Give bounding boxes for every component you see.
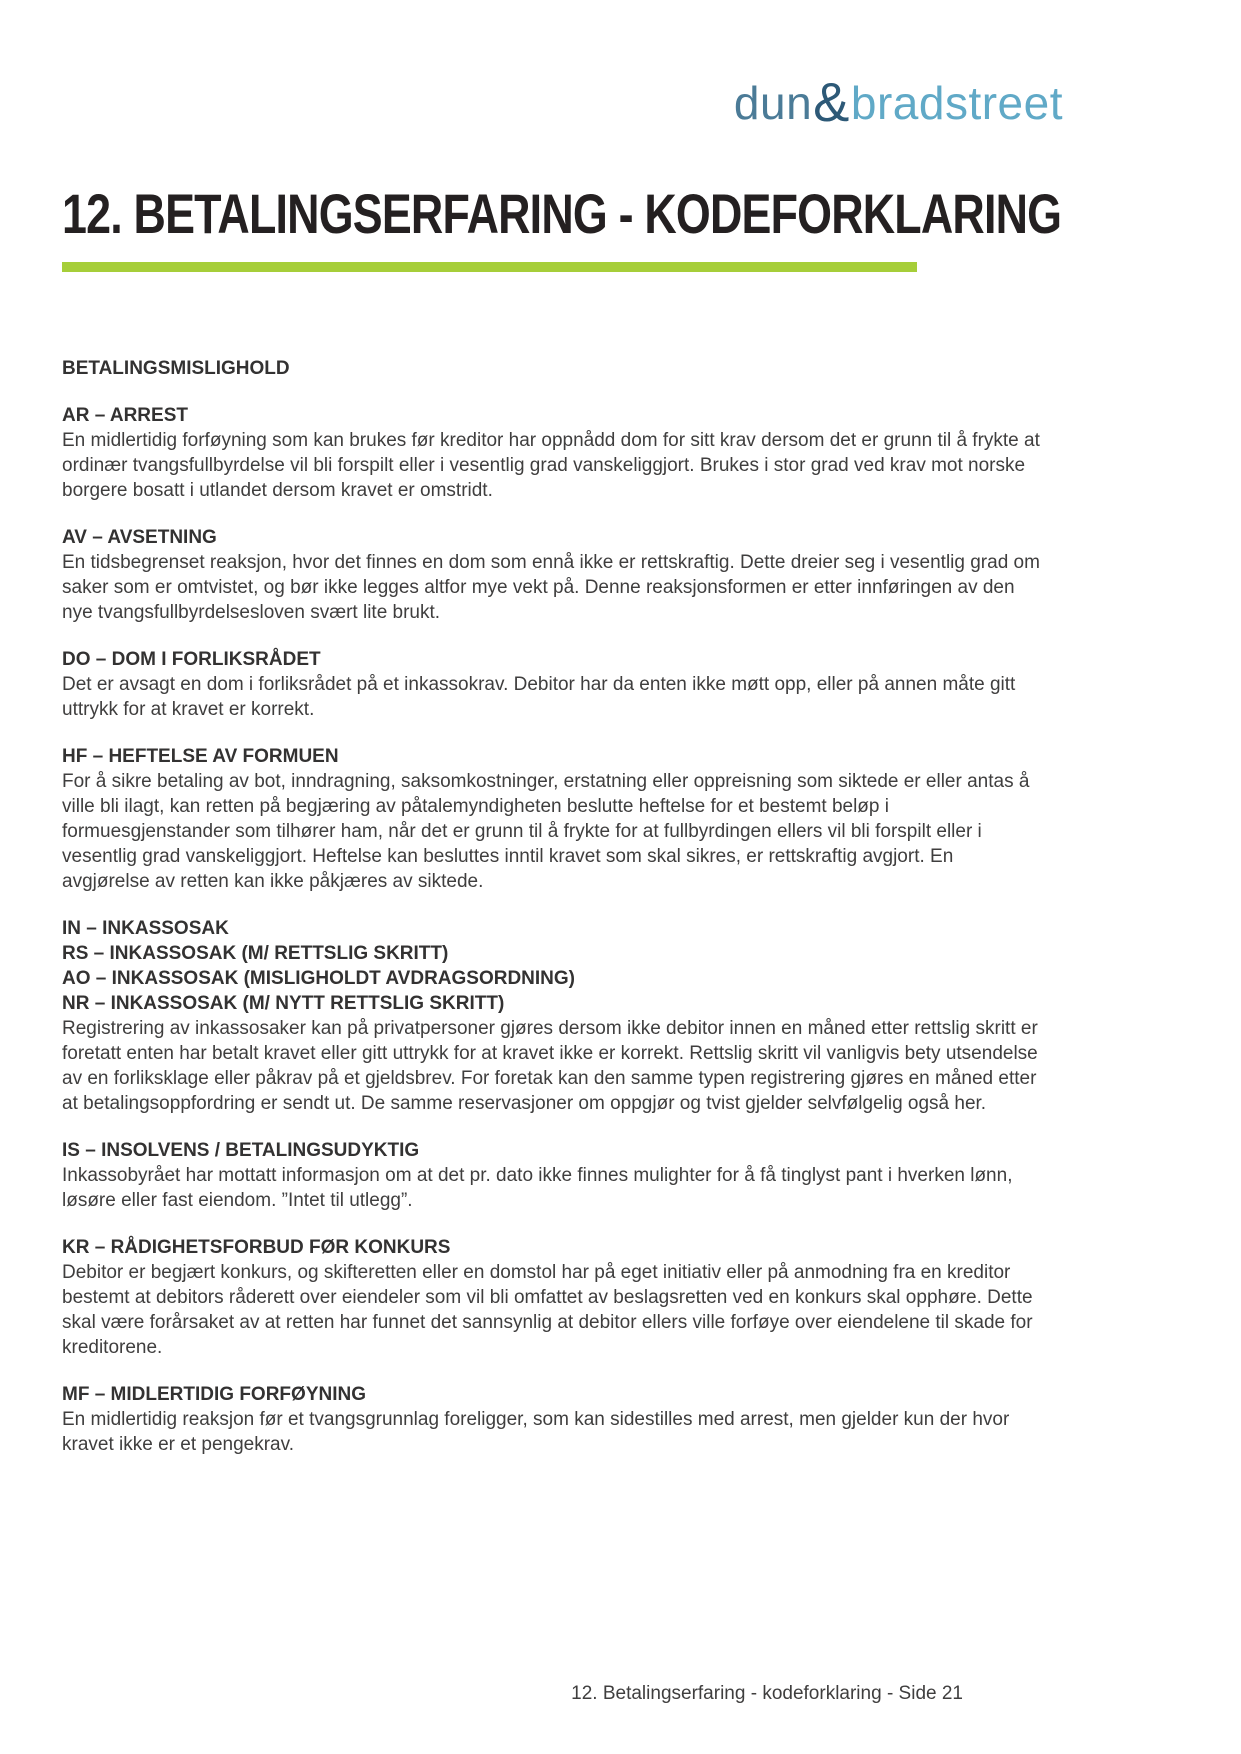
- code-section: [62, 916, 1042, 1116]
- code-heading: AV – AVSETNING: [62, 527, 217, 548]
- section-headings: [62, 1235, 1042, 1260]
- title-accent-rule: [62, 262, 917, 272]
- code-section: [62, 647, 1042, 722]
- logo-dun-text: dun: [733, 77, 813, 129]
- section-headings: [62, 1138, 1042, 1163]
- code-section: [62, 1235, 1042, 1360]
- code-section: [62, 744, 1042, 894]
- code-heading: IN – INKASSOSAK: [62, 918, 229, 939]
- section-body: Inkassobyrået har mottatt informasjon om at det pr. dato ikke finnes mulighter for å få tinglyst pant i hverken lønn, løsøre eller fast eiendom. ”Intet til utlegg”.: [62, 1165, 1013, 1211]
- logo-ampersand-icon: &: [813, 72, 850, 133]
- code-section: [62, 1138, 1042, 1213]
- section-headings: [62, 525, 1042, 550]
- section-body: En midlertidig forføyning som kan brukes før kreditor har oppnådd dom for sitt krav dersom det er grunn til å frykte at ordinær tvangsfullbyrdelse vil bli forspilt eller i vesentlig grad vanskeliggjort. Brukes i stor grad ved krav mot norske borgere bosatt i utlandet dersom kravet er omstridt.: [62, 430, 1040, 501]
- section-headings: [62, 403, 1042, 428]
- section-body: Det er avsagt en dom i forliksrådet på et inkassokrav. Debitor har da enten ikke møtt opp, eller på annen måte gitt uttrykk for at kravet er korrekt.: [62, 674, 1016, 720]
- section-headings: [62, 647, 1042, 672]
- code-section: [62, 1382, 1042, 1457]
- section-body: En tidsbegrenset reaksjon, hvor det finnes en dom som ennå ikke er rettskraftig. Dette dreier seg i vesentlig grad om saker som er omtvistet, og bør ikke legges altfor mye vekt på. Denne reaksjonsformen er etter innføringen av den nye tvangsfullbyrdelsesloven svært lite brukt.: [62, 552, 1040, 623]
- code-heading: NR – INKASSOSAK (M/ NYTT RETTSLIG SKRITT): [62, 993, 505, 1014]
- code-section: [62, 356, 1042, 381]
- section-headings: [62, 356, 1042, 381]
- section-headings: [62, 916, 1042, 1016]
- section-body: Registrering av inkassosaker kan på privatpersoner gjøres dersom ikke debitor innen en måned etter rettslig skritt er foretatt enten har betalt kravet eller gitt uttrykk for at kravet ikke er korrekt. Rettslig skritt vil vanligvis bety utsendelse av en forliksklage eller påkrav på et gjeldsbrev. For foretak kan den samme typen registrering gjøres en måned etter at betalingsoppfordring er sendt ut. De samme reservasjoner om oppgjør og tvist gjelder selvfølgelig også her.: [62, 1018, 1038, 1114]
- code-heading: DO – DOM I FORLIKSRÅDET: [62, 649, 321, 670]
- code-heading: MF – MIDLERTIDIG FORFØYNING: [62, 1384, 366, 1405]
- code-heading: KR – RÅDIGHETSFORBUD FØR KONKURS: [62, 1237, 451, 1258]
- code-heading: AO – INKASSOSAK (MISLIGHOLDT AVDRAGSORDNING): [62, 968, 576, 989]
- content: [62, 356, 1042, 1479]
- code-heading: AR – ARREST: [62, 405, 188, 426]
- page-footer: 12. Betalingserfaring - kodeforklaring - Side 21: [571, 1683, 963, 1704]
- section-body: For å sikre betaling av bot, inndragning, saksomkostninger, erstatning eller oppreisning som siktede er eller antas å ville bli ilagt, kan retten på begjæring av påtalemyndigheten beslutte heftelse for et bestemt beløp i formuesgjenstander som tilhører ham, når det er grunn til å frykte for at fullbyrdingen ellers vil bli forspilt eller i vesentlig grad vanskeliggjort. Heftelse kan besluttes inntil kravet som skal sikres, er rettskraftig avgjort. En avgjørelse av retten kan ikke påkjæres av siktede.: [62, 771, 1030, 892]
- code-heading: HF – HEFTELSE AV FORMUEN: [62, 746, 339, 767]
- code-heading: RS – INKASSOSAK (M/ RETTSLIG SKRITT): [62, 943, 449, 964]
- section-body: Debitor er begjært konkurs, og skifteretten eller en domstol har på eget initiativ eller på anmodning fra en kreditor bestemt at debitors råderett over eiendeler som vil bli omfattet av beslagsretten ved en konkurs skal opphøre. Dette skal være forårsaket av at retten har funnet det sannsynlig at debitor ellers ville forføye over eiendelene til skade for kreditorene.: [62, 1262, 1033, 1358]
- section-headings: [62, 1382, 1042, 1407]
- section-body: En midlertidig reaksjon før et tvangsgrunnlag foreligger, som kan sidestilles med arrest, men gjelder kun der hvor kravet ikke er et pengekrav.: [62, 1409, 1010, 1455]
- code-section: [62, 403, 1042, 503]
- code-section: [62, 525, 1042, 625]
- logo-bradstreet-text: bradstreet: [850, 77, 1063, 129]
- code-heading: BETALINGSMISLIGHOLD: [62, 358, 290, 379]
- dun-bradstreet-logo: [733, 72, 1063, 133]
- page-title: 12. BETALINGSERFARING - KODEFORKLARING: [62, 182, 1062, 245]
- section-headings: [62, 744, 1042, 769]
- code-heading: IS – INSOLVENS / BETALINGSUDYKTIG: [62, 1140, 420, 1161]
